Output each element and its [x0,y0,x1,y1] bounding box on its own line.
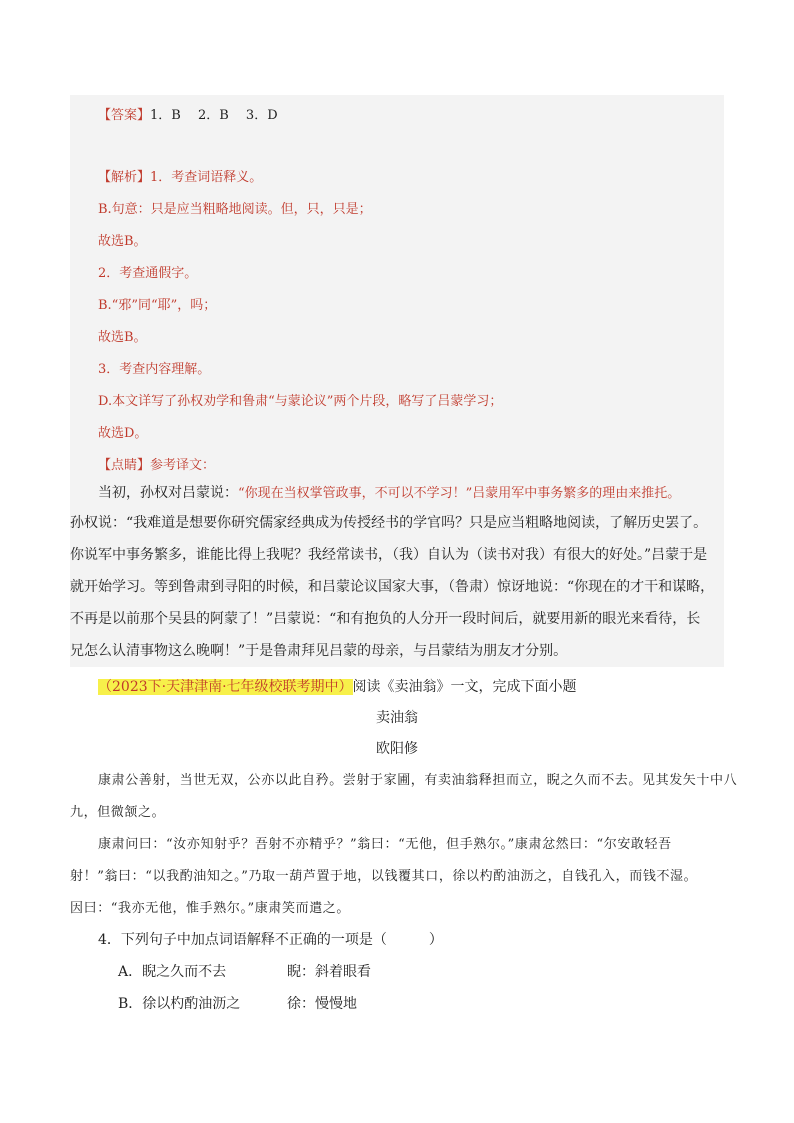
translation-speaker: 当初，孙权对吕蒙说： [98,485,238,501]
passage-line-2: 九，但微颔之。 [70,805,166,820]
analysis-text: 1．考查词语释义。 [150,170,263,185]
dianjing-tag: 【点睛】 [98,458,151,473]
reading-instruction: 阅读《卖油翁》一文，完成下面小题 [352,679,577,695]
analysis-tag: 【解析】 [98,170,151,185]
passage-line-4: 射！”翁曰：“以我酌油知之。”乃取一葫芦置于地，以钱覆其口，徐以杓酌油沥之，自钱孔入，而钱不湿。 [70,869,698,884]
passage-line-1: 康肃公善射，当世无双，公亦以此自矜。尝射于家圃，有卖油翁释担而立，睨之久而不去。见其发矢十中八 [98,773,738,788]
analysis-line-6: 故选B。 [98,330,147,345]
option-a-gloss: 睨：斜着眼看 [287,964,371,980]
source-highlight: （2023下·天津津南·七年级校联考期中） [98,679,353,695]
passage-author: 欧阳修 [376,741,418,757]
option-b-sentence: B．徐以杓酌油沥之 [118,996,241,1012]
analysis-line-5: B.“邪”同“耶”，吗； [98,298,217,313]
translation-line-1 [70,478,724,509]
analysis-line-9: 故选D。 [98,426,148,441]
analysis-line-2: B.句意：只是应当粗略地阅读。但，只，只是； [98,202,372,217]
option-b-gloss: 徐：慢慢地 [287,996,357,1012]
dianjing-line [98,454,215,473]
analysis-line-1 [98,166,262,185]
analysis-line-4: 2．考查通假字。 [98,266,198,281]
translation-line-5: 不再是以前那个吴县的阿蒙了！”吕蒙说：“和有抱负的人分开一段时间后，就要用新的眼光来看待，长 [70,611,701,627]
translation-quote: “你现在当权掌管政事，不可以不学习！”吕蒙用军中事务繁多的理由来推托。 [238,486,681,501]
answer-text: 1．B 2．B 3．D [150,108,278,123]
translation-line-6: 兄怎么认清事物这么晚啊！”于是鲁肃拜见吕蒙的母亲，与吕蒙结为朋友才分别。 [70,643,568,659]
reading-instruction-line [98,676,577,696]
passage-line-5: 因曰：“我亦无他，惟手熟尔。”康肃笑而遣之。 [70,901,350,916]
translation-line-4: 就开始学习。等到鲁肃到寻阳的时候，和吕蒙论议国家大事，（鲁肃）惊讶地说：“你现在的才干和谋略， [70,579,715,595]
passage-title: 卖油翁 [376,710,418,726]
passage-line-3: 康肃问曰：“汝亦知射乎？吾射不亦精乎？”翁曰：“无他，但手熟尔。”康肃忿然曰：“尔安敢轻吾 [98,837,672,852]
analysis-line-7: 3．考查内容理解。 [98,362,211,377]
analysis-line-8: D.本文详写了孙权劝学和鲁肃“与蒙论议”两个片段，略写了吕蒙学习； [98,394,503,409]
translation-line-2: 孙权说：“我难道是想要你研究儒家经典成为传授经书的学官吗？只是应当粗略地阅读，了解历史罢了。 [70,515,708,531]
translation-line-3: 你说军中事务繁多，谁能比得上我呢？我经常读书，（我）自认为（读书对我）有很大的好处。”吕蒙于是 [70,547,708,563]
answer-line [98,104,278,123]
answer-tag: 【答案】 [98,108,151,123]
dianjing-text: 参考译文： [150,458,216,473]
question-4-stem: 4．下列句子中加点词语解释不正确的一项是（ ） [98,932,443,948]
analysis-line-3: 故选B。 [98,234,147,249]
option-a-sentence: A．睨之久而不去 [118,964,227,980]
